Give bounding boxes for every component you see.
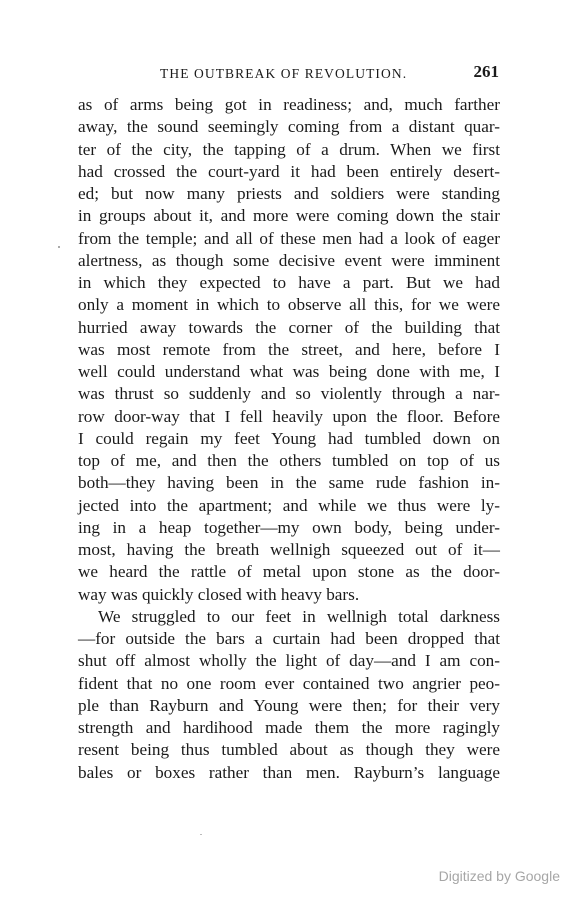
text-line: resent being thus tumbled about as though they were — [78, 740, 500, 760]
text-line: in which they expected to have a part. But we had — [78, 273, 500, 292]
text-line: was thrust so suddenly and so violently through a nar- — [78, 384, 500, 404]
text-line: from the temple; and all of these men had a look of eager — [78, 228, 500, 248]
text-line: ter of the city, the tapping of a drum. When we first — [78, 139, 500, 159]
text-line: jected into the apartment; and while we thus were ly- — [78, 495, 500, 515]
running-title: THE OUTBREAK OF REVOLUTION. — [160, 66, 408, 81]
text-line: —for outside the bars a curtain had been dropped that — [78, 629, 500, 648]
text-line: alertness, as though some decisive event were imminent — [78, 250, 500, 270]
text-line: ple than Rayburn and Young were then; for their very — [78, 695, 500, 715]
page-number: 261 — [473, 62, 499, 81]
text-line: as of arms being got in readiness; and, much farther — [78, 95, 500, 114]
text-line: well could understand what was being done with me, I — [78, 362, 500, 381]
text-line: top of me, and then the others tumbled on top of us — [78, 451, 500, 470]
text-line: ing in a heap together—my own body, being under- — [78, 517, 500, 537]
text-line: fident that no one room ever contained two angrier peo- — [78, 673, 500, 693]
margin-speck — [58, 246, 60, 248]
text-line: strength and hardihood made them the more ragingly — [78, 718, 500, 737]
text-line: most, having the breath wellnigh squeezed out of it— — [78, 540, 500, 559]
text-line: I could regain my feet Young had tumbled down on — [78, 428, 500, 448]
text-line: bales or boxes rather than men. Rayburn’s language — [78, 762, 500, 782]
body-text — [78, 94, 500, 784]
text-line: ed; but now many priests and soldiers were standing — [78, 184, 500, 203]
text-line: in groups about it, and more were coming down the stair — [78, 206, 500, 226]
text-line: was most remote from the street, and here, before I — [78, 339, 500, 359]
paragraph-start-line: We struggled to our feet in wellnigh total darkness — [98, 606, 500, 626]
text-line: shut off almost wholly the light of day—and I am con- — [78, 651, 500, 671]
text-line: had crossed the court-yard it had been entirely desert- — [78, 161, 500, 181]
text-line: row door-way that I fell heavily upon the floor. Before — [78, 406, 500, 426]
text-line: we heard the rattle of metal upon stone as the door- — [78, 562, 500, 582]
text-line: both—they having been in the same rude fashion in- — [78, 473, 500, 493]
running-head — [78, 62, 501, 86]
paragraph-end-line: way was quickly closed with heavy bars. — [78, 584, 360, 604]
text-line: away, the sound seemingly coming from a distant quar- — [78, 117, 500, 137]
text-line: hurried away towards the corner of the building that — [78, 317, 500, 337]
text-line: only a moment in which to observe all this, for we were — [78, 295, 500, 315]
digitization-watermark: Digitized by Google — [438, 868, 560, 884]
page-speck — [200, 834, 202, 835]
